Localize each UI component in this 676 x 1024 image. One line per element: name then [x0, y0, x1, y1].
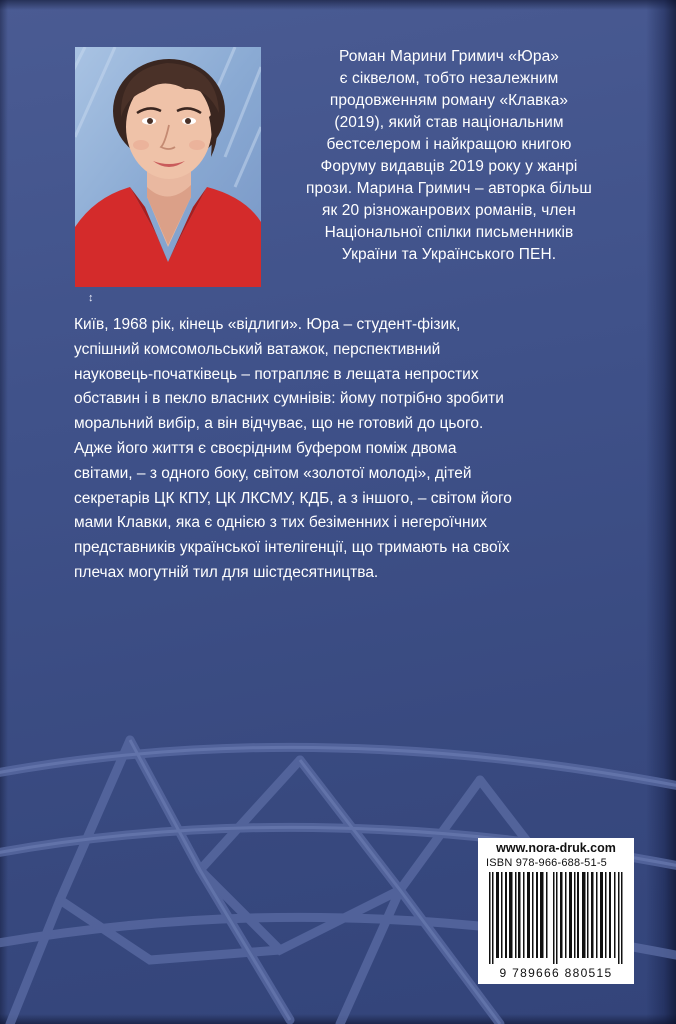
synopsis	[74, 313, 634, 586]
bio-line: є сіквелом, тобто незалежним	[339, 70, 559, 87]
publisher-website: www.nora-druk.com	[496, 841, 616, 855]
author-bio	[274, 46, 624, 266]
author-portrait	[75, 47, 261, 287]
top-edge-shadow	[0, 0, 676, 10]
synopsis-line: обставин і в пекло власних сумнівів: йому потрібно зробити	[74, 390, 504, 408]
synopsis-line: представників української інтелігенції, що тримають на своїх	[74, 539, 510, 557]
bio-line: України та Українського ПЕН.	[341, 246, 557, 263]
barcode-icon	[487, 872, 625, 964]
synopsis-line: світами, – з одного боку, світом «золотої молоді», дітей	[74, 464, 472, 482]
bio-line: Форуму видавців 2019 року у жанрі	[320, 158, 578, 175]
bio-line: продовженням роману «Клавка»	[329, 92, 569, 109]
synopsis-line: Адже його життя є своєрідним буфером поміж двома	[74, 439, 457, 457]
barcode-label	[478, 838, 634, 984]
synopsis-line: секретарів ЦК КПУ, ЦК ЛКСМУ, КДБ, а з іншого, – світом його	[74, 489, 512, 507]
barcode-digits: 9 789666 880515	[499, 966, 613, 980]
small-mark-icon: ↕	[88, 292, 94, 304]
bio-line: Роман Марини Гримич «Юра»	[338, 48, 560, 65]
synopsis-line: успішний комсомольський ватажок, перспективний	[74, 340, 441, 358]
synopsis-line: плечах могутній тил для шістдесятництва.	[74, 563, 379, 581]
isbn-number: ISBN 978-966-688-51-5	[486, 857, 607, 869]
synopsis-line: мами Клавки, яка є однією з тих безіменних і негероїчних	[74, 514, 488, 532]
bio-line: прози. Марина Гримич – авторка більш	[306, 180, 592, 197]
bio-line: (2019), який став національним	[334, 114, 564, 131]
synopsis-line: моральний вибір, а він відчуває, що не готовий до цього.	[74, 415, 484, 433]
synopsis-line: науковець-початківець – потрапляє в лещата непростих	[74, 365, 479, 383]
bio-line: як 20 різножанрових романів, член	[322, 202, 576, 219]
bio-line: Національної спілки письменників	[324, 224, 574, 241]
bio-line: бестселером і найкращою книгою	[326, 136, 572, 153]
synopsis-line: Київ, 1968 рік, кінець «відлиги». Юра – студент-фізик,	[74, 316, 461, 333]
portrait-illustration	[75, 47, 261, 287]
